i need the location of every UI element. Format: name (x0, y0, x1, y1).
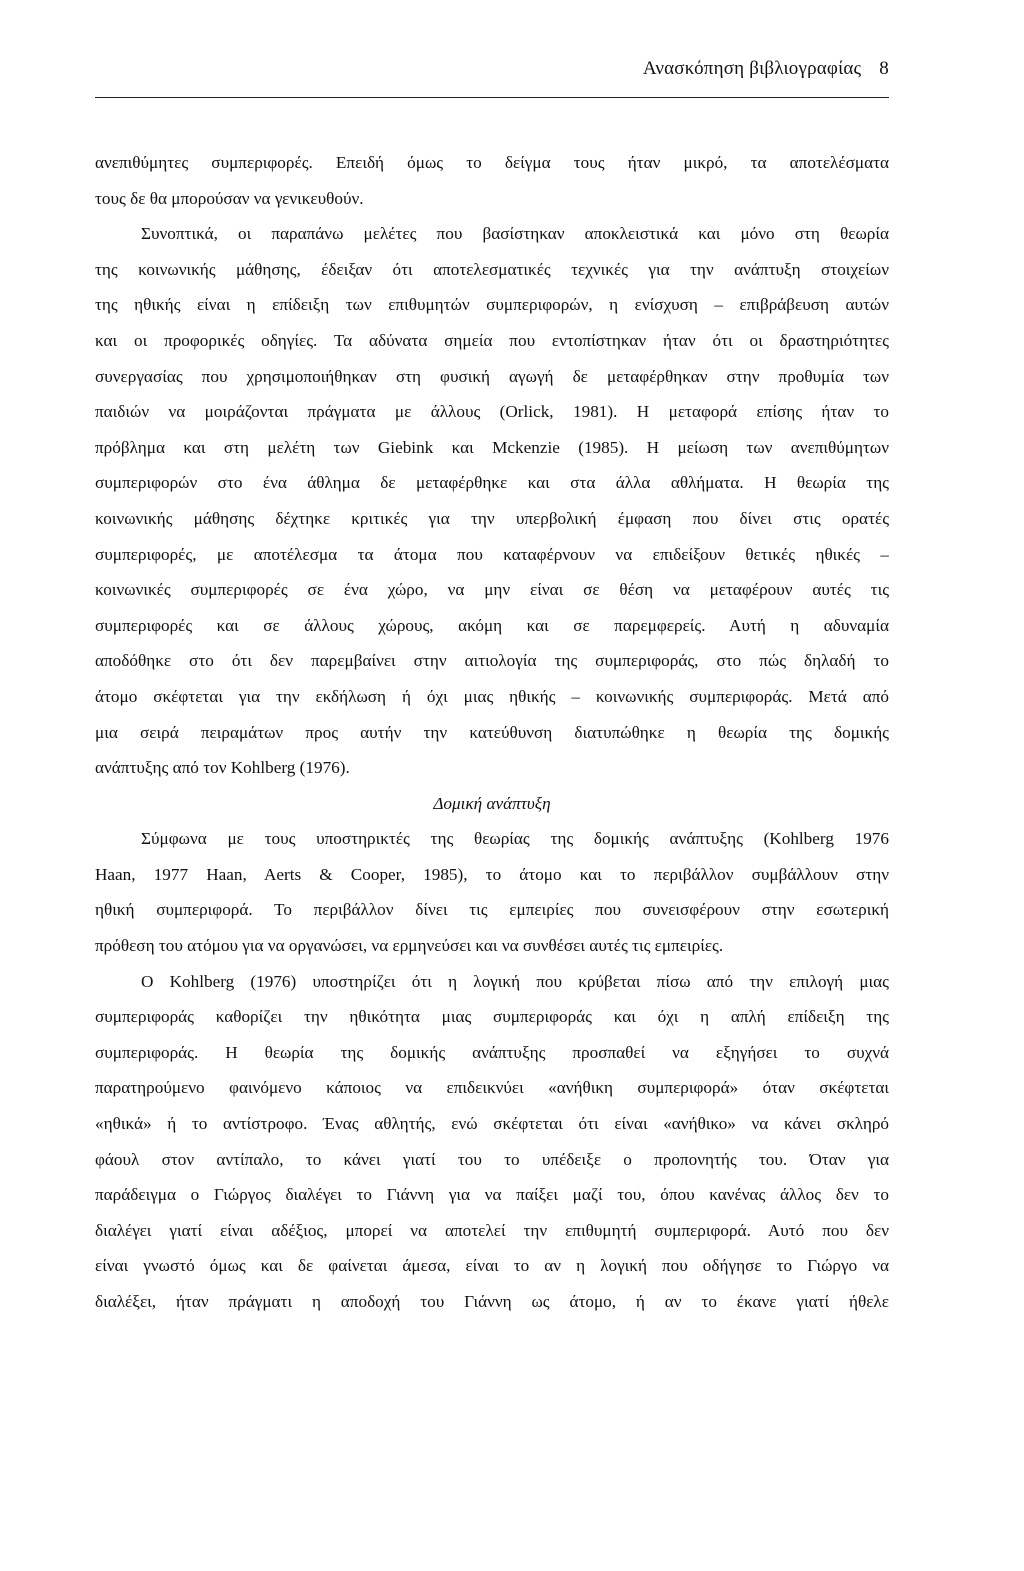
running-header-title: Ανασκόπηση βιβλιογραφίας (642, 58, 862, 79)
text-line: της κοινωνικής μάθησης, έδειξαν ότι αποτελεσματικές τεχνικές για την ανάπτυξη στοιχείων (95, 259, 889, 279)
document-body (95, 145, 889, 1320)
text-line: Συνοπτικά, οι παραπάνω μελέτες που βασίστηκαν αποκλειστικά και μόνο στη θεωρία (141, 224, 889, 244)
text-line: φάουλ στον αντίπαλο, το κάνει γιατί του το υπέδειξε ο προπονητής του. Όταν για (95, 1149, 889, 1169)
text-line: Σύμφωνα με τους υποστηρικτές της θεωρίας της δομικής ανάπτυξης (Kohlberg 1976 (141, 829, 889, 849)
text-line: συμπεριφορών στο ένα άθλημα δε μεταφέρθηκε και στα άλλα αθλήματα. Η θεωρία της (95, 473, 889, 493)
text-line: τους δε θα μπορούσαν να γενικευθούν. (95, 188, 364, 208)
text-line: και οι προφορικές οδηγίες. Τα αδύνατα σημεία που εντοπίστηκαν ήταν ότι οι δραστηριότητες (95, 330, 889, 350)
text-line: συμπεριφορές και σε άλλους χώρους, ακόμη και σε παρεμφερείς. Αυτή η αδυναμία (95, 615, 889, 635)
text-line: συμπεριφορές, με αποτέλεσμα τα άτομα που καταφέρνουν να επιδείξουν θετικές ηθικές – (95, 544, 889, 564)
text-line: διαλέγει γιατί είναι αδέξιος, μπορεί να αποτελεί την επιθυμητή συμπεριφορά. Αυτό που δεν (95, 1220, 889, 1240)
text-line: παιδιών να μοιράζονται πράγματα με άλλους (Orlick, 1981). Η μεταφορά επίσης ήταν το (95, 402, 889, 422)
running-header (95, 58, 889, 80)
text-line: κοινωνικής μάθησης δέχτηκε κριτικές για την υπερβολική έμφαση που δίνει στις ορατές (95, 508, 889, 528)
text-line: παράδειγμα ο Γιώργος διαλέγει το Γιάννη για να παίξει μαζί του, όπου κανένας άλλος δεν το (95, 1185, 889, 1205)
text-line: αποδόθηκε στο ότι δεν παρεμβαίνει στην αιτιολογία της συμπεριφοράς, στο πώς δηλαδή το (95, 651, 889, 671)
text-line: άτομο σκέφτεται για την εκδήλωση ή όχι μιας ηθικής – κοινωνικής συμπεριφοράς. Μετά από (95, 686, 889, 706)
text-line: διαλέξει, ήταν πράγματι η αποδοχή του Γιάννη ως άτομο, ή αν το έκανε γιατί ήθελε (95, 1292, 889, 1311)
page-number: 8 (879, 58, 889, 79)
text-line: μια σειρά πειραμάτων προς αυτήν την κατεύθυνση διατυπώθηκε η θεωρία της δομικής (95, 722, 889, 742)
text-line: κοινωνικές συμπεριφορές σε ένα χώρο, να μην είναι σε θέση να μεταφέρουν αυτές τις (95, 580, 889, 600)
paragraph-block-after-heading (95, 821, 889, 1319)
text-line: της ηθικής είναι η επίδειξη των επιθυμητών συμπεριφορών, η ενίσχυση – επιβράβευση αυτών (95, 295, 889, 315)
text-line: ηθική συμπεριφορά. Το περιβάλλον δίνει τις εμπειρίες που συνεισφέρουν στην εσωτερική (95, 900, 889, 920)
header-rule (95, 97, 889, 98)
text-line: «ηθικά» ή το αντίστροφο. Ένας αθλητής, ενώ σκέφτεται ότι είναι «ανήθικο» να κάνει σκληρό (95, 1114, 889, 1134)
text-line: Haan, 1977 Haan, Aerts & Cooper, 1985), το άτομο και το περιβάλλον συμβάλλουν στην (95, 864, 889, 884)
text-line: Ο Kohlberg (1976) υποστηρίζει ότι η λογική που κρύβεται πίσω από την επιλογή μιας (141, 971, 889, 991)
text-line: πρόθεση του ατόμου για να οργανώσει, να ερμηνεύσει και να συνθέσει αυτές τις εμπειρίες. (95, 936, 724, 956)
text-line: συνεργασίας που χρησιμοποιήθηκαν στη φυσική αγωγή δε μεταφέρθηκαν στην προθυμία των (95, 366, 889, 386)
text-line: πρόβλημα και στη μελέτη των Giebink και Mckenzie (1985). Η μείωση των ανεπιθύμητων (95, 437, 889, 457)
text-line: συμπεριφοράς καθορίζει την ηθικότητα μιας συμπεριφοράς και όχι η απλή επίδειξη της (95, 1007, 889, 1027)
text-line: είναι γνωστό όμως και δε φαίνεται άμεσα, είναι το αν η λογική που οδήγησε το Γιώργο να (95, 1256, 889, 1276)
text-line: ανεπιθύμητες συμπεριφορές. Επειδή όμως το δείγμα τους ήταν μικρό, τα αποτελέσματα (95, 153, 889, 172)
text-line: παρατηρούμενο φαινόμενο κάποιος να επιδεικνύει «ανήθικη συμπεριφορά» όταν σκέφτεται (95, 1078, 889, 1098)
text-line: ανάπτυξης από τον Kohlberg (1976). (95, 758, 350, 778)
text-line: συμπεριφοράς. Η θεωρία της δομικής ανάπτυξης προσπαθεί να εξηγήσει το συχνά (95, 1042, 889, 1062)
paragraph-block-before-heading (95, 145, 889, 786)
section-heading: Δομική ανάπτυξη (433, 793, 551, 813)
